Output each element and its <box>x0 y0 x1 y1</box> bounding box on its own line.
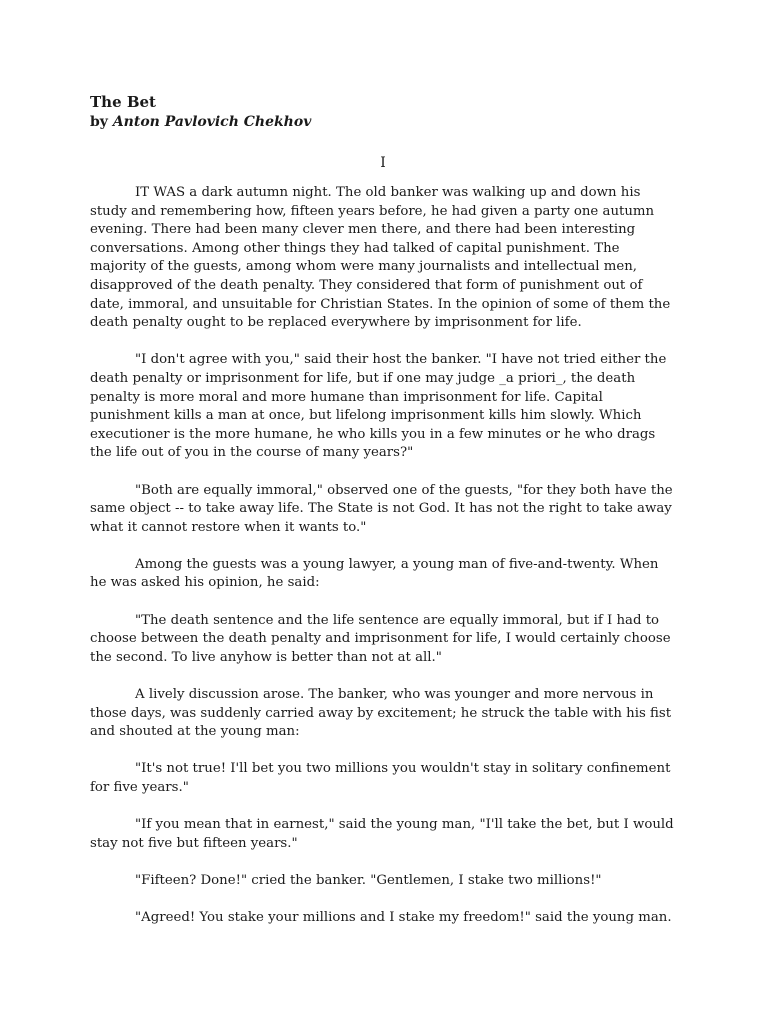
chapter-heading: I <box>380 155 386 171</box>
byline-prefix: by <box>90 114 113 130</box>
paragraph: "Agreed! You stake your millions and I stake my freedom!" said the young man. <box>135 910 672 926</box>
paragraph: "If you mean that in earnest," said the young man, "I'll take the bet, but I would stay not five but fifteen years." <box>90 817 674 851</box>
byline <box>90 112 676 132</box>
paragraph: "I don't agree with you," said their host the banker. "I have not tried either the death penalty or imprisonment for life, but if one may judge _a priori_, the death penalty is more moral and more humane than imprisonment for life. Capital punishment kills a man at once, but lifelong imprisonment kills him slowly. Which executioner is the more humane, he who kills you in a few minutes or he who drags the life out of you in the course of many years?" <box>90 352 667 461</box>
paragraph: "It's not true! I'll bet you two millions you wouldn't stay in solitary confinement for five years." <box>90 761 671 795</box>
author-name: Anton Pavlovich Chekhov <box>112 114 312 130</box>
paragraph: "The death sentence and the life sentence are equally immoral, but if I had to choose between the death penalty and imprisonment for life, I would certainly choose the second. To live anyhow is better than not at all." <box>90 612 671 665</box>
paragraph: A lively discussion arose. The banker, who was younger and more nervous in those days, was suddenly carried away by excitement; he struck the table with his fist and shouted at the young man: <box>90 687 672 740</box>
document-page <box>90 92 676 946</box>
paragraph: Among the guests was a young lawyer, a young man of five-and-twenty. When he was asked his opinion, he said: <box>90 556 659 591</box>
document-title: The Bet <box>90 93 156 111</box>
paragraph: "Both are equally immoral," observed one of the guests, "for they both have the same object -- to take away life. The State is not God. It has not the right to take away what it cannot restore when it wants to." <box>90 482 673 535</box>
paragraph: IT WAS a dark autumn night. The old banker was walking up and down his study and remembering how, fifteen years before, he had given a party one autumn evening. There had been many clever men there, and there had been interesting conversations. Among other things they had talked of capital punishment. The majority of the guests, among whom were many journalists and intellectual men, disapproved of the death penalty. They considered that form of punishment out of date, immoral, and unsuitable for Christian States. In the opinion of some of them the death penalty ought to be replaced everywhere by imprisonment for life. <box>90 185 671 331</box>
paragraph: "Fifteen? Done!" cried the banker. "Gentlemen, I stake two millions!" <box>135 872 602 888</box>
